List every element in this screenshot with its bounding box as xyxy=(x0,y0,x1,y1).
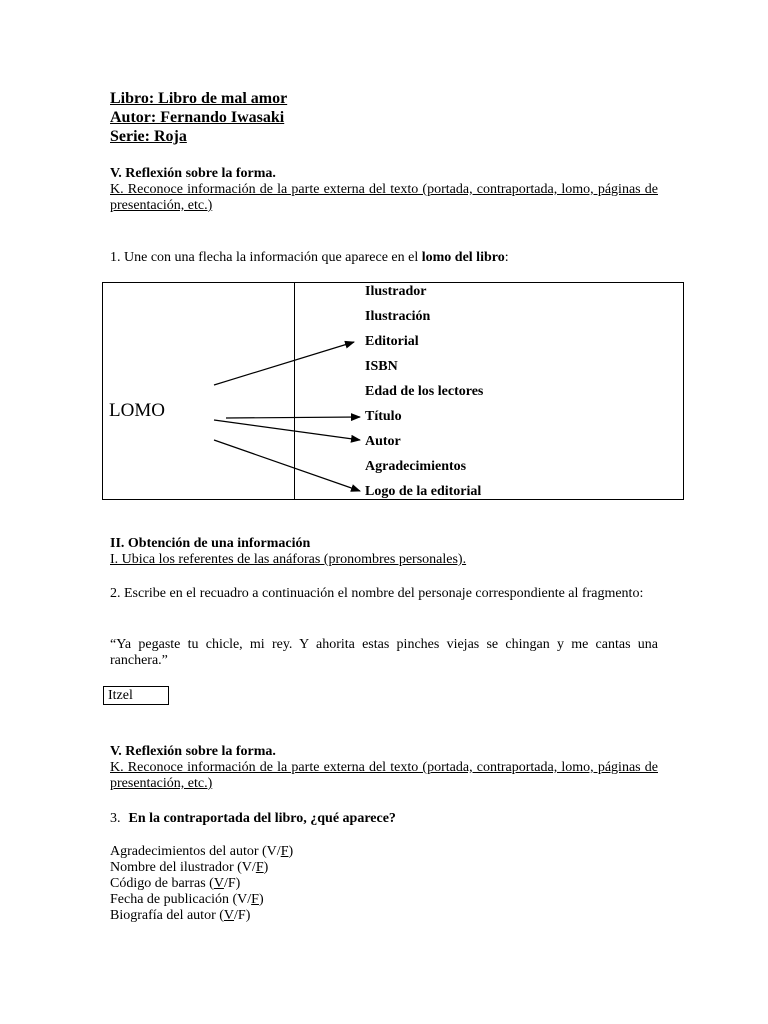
section-1-heading: V. Reflexión sobre la forma. xyxy=(110,166,276,181)
book-title: Libro: Libro de mal amor xyxy=(110,90,288,107)
answer-item xyxy=(110,860,293,876)
option-f[interactable]: F xyxy=(237,908,246,923)
answer-item xyxy=(110,908,293,924)
book-author: Autor: Fernando Iwasaki xyxy=(110,109,285,126)
option-close: ) xyxy=(288,844,294,859)
section-3-subheading: K. Reconoce información de la parte externa del texto (portada, contraportada, lomo, páginas de presentación, etc.) xyxy=(110,760,658,791)
section-2-heading: II. Obtención de una información xyxy=(110,536,311,551)
option-f[interactable]: F xyxy=(280,844,289,859)
answer-box[interactable] xyxy=(103,686,169,705)
option-f[interactable]: F xyxy=(251,892,259,907)
answer-item-label: Nombre del ilustrador ( xyxy=(110,860,242,875)
lomo-label: LOMO xyxy=(109,400,165,421)
option-f[interactable]: F xyxy=(255,860,264,875)
option-titulo: Título xyxy=(365,409,402,424)
section-2-subheading: I. Ubica los referentes de las anáforas (pronombres personales). xyxy=(110,552,467,567)
answer-item xyxy=(110,892,293,908)
answer-item-label: Código de barras ( xyxy=(110,876,214,891)
option-close: ) xyxy=(258,892,264,907)
answer-item-label: Agradecimientos del autor ( xyxy=(110,844,267,859)
arrow-to-titulo xyxy=(226,417,360,418)
option-separator: / xyxy=(223,876,228,891)
option-ilustracion: Ilustración xyxy=(365,309,431,324)
quote-fragment: “Ya pegaste tu chicle, mi rey. Y ahorita estas pinches viejas se chingan y me cantas una ranchera.” xyxy=(110,637,658,668)
option-separator: / xyxy=(276,844,281,859)
question-1-bold: lomo del libro xyxy=(421,250,505,265)
section-1-subheading: K. Reconoce información de la parte externa del texto (portada, contraportada, lomo, páginas de presentación, etc.) xyxy=(110,182,658,213)
answer-item-label: Fecha de publicación ( xyxy=(110,892,238,907)
option-v[interactable]: V xyxy=(223,908,235,923)
option-ilustrador: Ilustrador xyxy=(365,284,427,299)
option-logo-editorial: Logo de la editorial xyxy=(365,484,482,499)
option-editorial: Editorial xyxy=(365,334,419,349)
answer-item xyxy=(110,844,293,860)
option-v[interactable]: V xyxy=(237,892,248,907)
option-v[interactable]: V xyxy=(266,844,277,859)
answer-text: Itzel xyxy=(108,688,133,703)
option-close: ) xyxy=(235,876,241,891)
question-3-number: 3. xyxy=(110,811,121,826)
answer-item-label: Biografía del autor ( xyxy=(110,908,224,923)
option-v[interactable]: V xyxy=(213,876,224,891)
option-close: ) xyxy=(245,908,251,923)
question-2: 2. Escribe en el recuadro a continuación el nombre del personaje correspondiente al fragmento: xyxy=(110,586,644,601)
question-3 xyxy=(110,811,396,827)
option-autor: Autor xyxy=(365,434,401,449)
question-3-text: En la contraportada del libro, ¿qué aparece? xyxy=(128,811,396,826)
question-1-suffix: : xyxy=(504,250,509,265)
book-series: Serie: Roja xyxy=(110,128,187,145)
option-separator: / xyxy=(251,860,256,875)
arrow-to-autor xyxy=(214,420,360,440)
arrow-to-logo xyxy=(214,440,360,491)
option-f[interactable]: F xyxy=(227,876,236,891)
question-1-prefix: 1. Une con una flecha la información que aparece en el xyxy=(110,250,422,265)
answer-item xyxy=(110,876,293,892)
option-edad-lectores: Edad de los lectores xyxy=(365,384,484,399)
option-separator: / xyxy=(247,892,252,907)
option-isbn: ISBN xyxy=(365,359,398,374)
section-3-heading: V. Reflexión sobre la forma. xyxy=(110,744,276,759)
option-separator: / xyxy=(234,908,238,923)
answer-list xyxy=(110,844,293,924)
option-agradecimientos: Agradecimientos xyxy=(365,459,467,474)
option-v[interactable]: V xyxy=(241,860,252,875)
option-close: ) xyxy=(263,860,269,875)
arrow-to-editorial xyxy=(214,342,354,385)
